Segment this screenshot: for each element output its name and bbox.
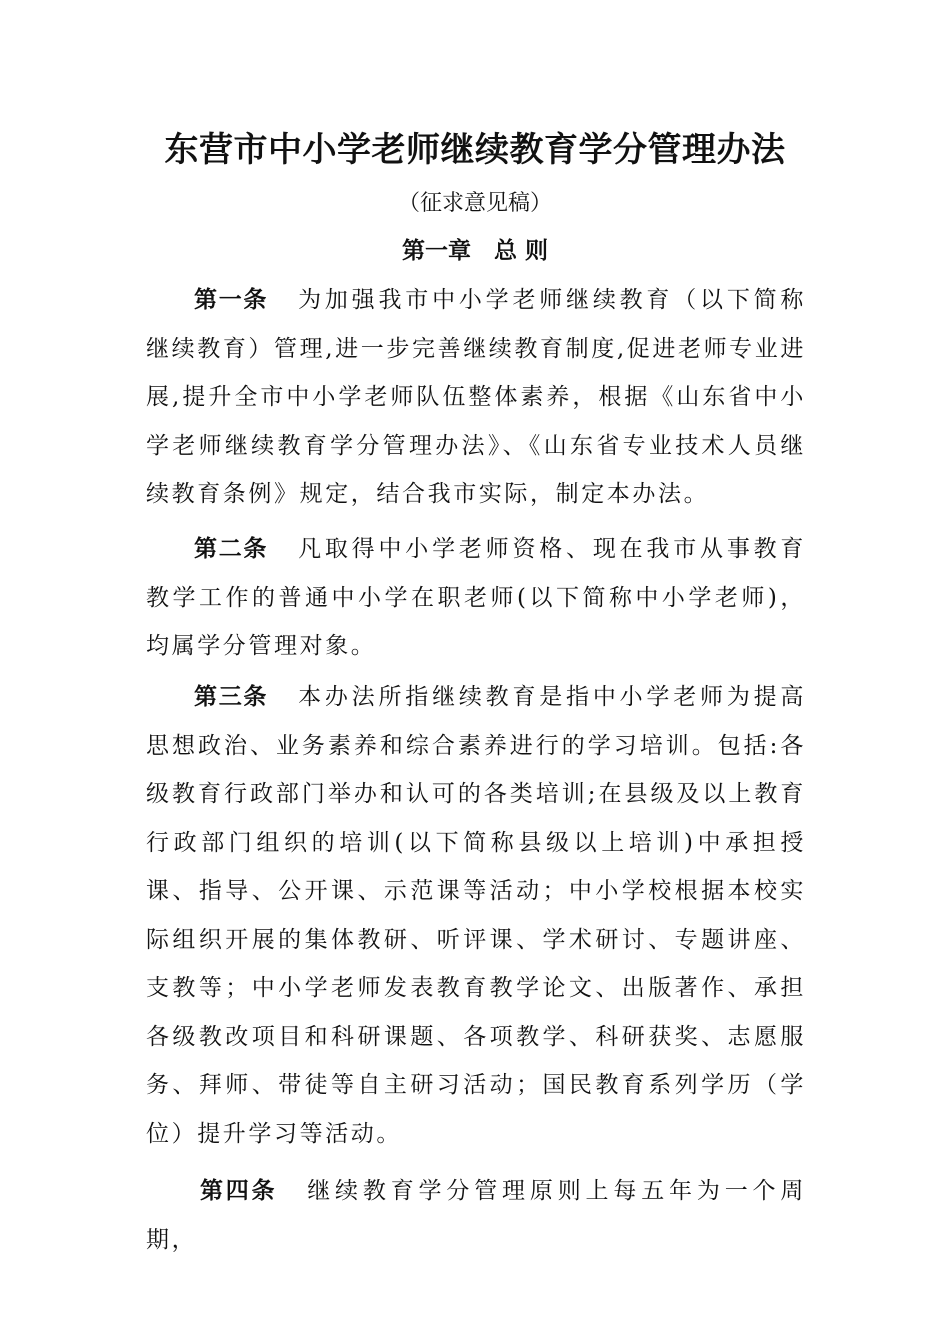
article-2 bbox=[146, 525, 806, 671]
article-label: 第一条 bbox=[194, 287, 269, 313]
document-title: 东营市中小学老师继续教育学分管理办法 bbox=[164, 130, 786, 170]
article-label: 第二条 bbox=[194, 536, 269, 562]
article-1 bbox=[146, 276, 806, 519]
article-4 bbox=[146, 1167, 806, 1264]
article-text: 本办法所指继续教育是指中小学老师为提高思想政治、业务素养和综合素养进行的学习培训。包括:各级教育行政部门举办和认可的各类培训;在县级及以上教育行政部门组织的培训(以下简称县级以上培训)中承担授课、指导、公开课、示范课等活动；中小学校根据本校实际组织开展的集体教研、听评课、学术研讨、专题讲座、支教等；中小学老师发表教育教学论文、出版著作、承担各级教改项目和科研课题、各项教学、科研获奖、志愿服务、拜师、带徒等自主研习活动；国民教育系列学历（学位）提升学习等活动。 bbox=[146, 684, 807, 1147]
chapter-heading: 第一章 总 则 bbox=[401, 238, 548, 264]
article-text: 凡取得中小学老师资格、现在我市从事教育教学工作的普通中小学在职老师(以下简称中小学老师)，均属学分管理对象。 bbox=[146, 536, 807, 659]
article-3 bbox=[146, 673, 806, 1158]
document-subtitle: （征求意见稿） bbox=[397, 191, 552, 216]
article-label: 第四条 bbox=[200, 1178, 278, 1204]
article-label: 第三条 bbox=[194, 684, 269, 710]
article-text: 为加强我市中小学老师继续教育（以下简称继续教育）管理,进一步完善继续教育制度,促进老师专业进展,提升全市中小学老师队伍整体素养，根据《山东省中小学老师继续教育学分管理办法》、《山东省专业技术人员继续教育条例》规定，结合我市实际，制定本办法。 bbox=[146, 287, 807, 507]
article-text: 继续教育学分管理原则上每五年为一个周期， bbox=[146, 1178, 806, 1253]
